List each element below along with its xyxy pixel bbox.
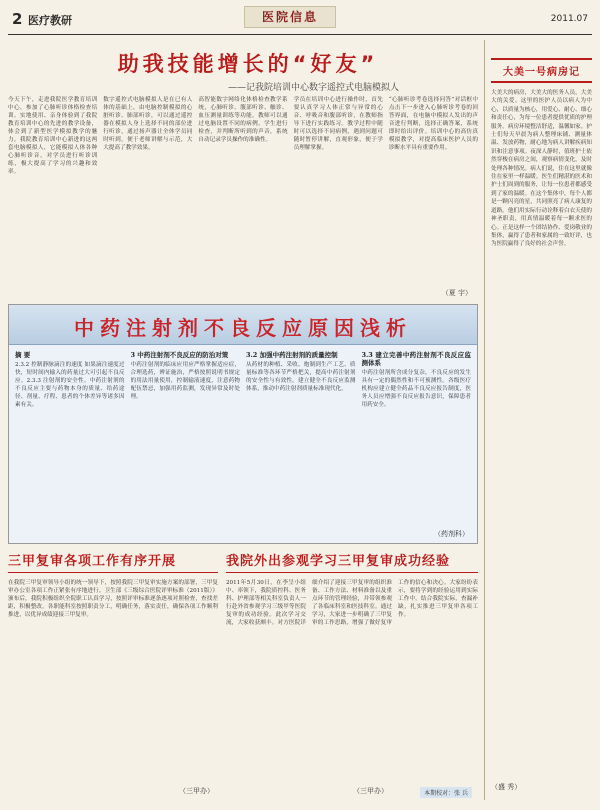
injection-article — [8, 304, 478, 544]
column-text: 中药注射剂所含成分复杂，不良反应的发生具有一定的偶然性和不可预测性。各级医疗机构应建立健全药品不良反应报告制度，医务人员应增强不良反应报告意识，保障患者用药安全。 — [361, 370, 471, 408]
article-column — [15, 351, 125, 537]
masthead-logo: 医院信息 — [244, 6, 336, 28]
sidebar-body: 大美大的病房，大美大的医务人员，大美大的关爱。这里的医护人员以病人为中心，以质量为核心，用爱心、耐心、细心和责任心，为每一位患者提供优质的护理服务。病房环境整洁舒适，温馨如家。护士们每天早晨为病人整理床铺、测量体温、发放药物，耐心地为病人讲解疾病知识和注意事项。夜深人静时，值班护士依然穿梭在病房之间，观察病情变化，及时处理各种情况。病人们说，住在这里就像住在家里一样温暖。医生们精湛的医术和护士们周到的服务，让每一位患者都感受到了家的温暖。在这个集体中，每个人都是一颗闪亮的星，共同照亮了病人康复的道路。他们用实际行动诠释着白衣天使的神圣职责，用真情温暖着每一颗求医的心。正是这样一个团结协作、爱岗敬业的集体，赢得了患者和家属的一致好评，也为医院赢得了良好的社会声誉。 — [491, 90, 592, 248]
article-column: 今天下午，走进我院医学教育培训中心，参加了心肺听诊体格检查培训。实地使用、亲身体验到了我院教育培训中心的先进的教学设备，体会到了新型医学模拟教学的魅力。我院教育培训中心新进的这两套电脑模拟人，它能模拟人体各种心肺听诊音，对学员进行听诊训练，极大提高了学习的兴趣和效率。 — [8, 97, 98, 175]
sidebar-article — [484, 40, 592, 800]
main-article — [8, 40, 478, 300]
review-progress-title: 三甲复审各项工作有序开展 — [8, 550, 218, 573]
column-heading: 3 中药注射剂不良反应的防治对策 — [130, 351, 229, 359]
injection-article-title: 中药注射剂不良反应原因浅析 — [74, 316, 412, 340]
main-article-body — [8, 96, 478, 296]
main-article-byline: （夏 宇） — [441, 289, 472, 297]
study-visit-title: 我院外出参观学习三甲复审成功经验 — [226, 550, 478, 573]
article-column — [246, 351, 356, 537]
article-column — [362, 351, 472, 537]
study-visit-byline: （三甲办） — [353, 787, 388, 795]
main-article-subtitle: ——记我院培训中心数字遥控式电脑模拟人 — [228, 83, 400, 93]
review-progress-byline: （三甲办） — [179, 787, 214, 795]
review-progress-body: 在我院三甲复审领导小组的统一领导下，按照我院三甲复审实施方案的部署，三甲复审办公室各项工作正紧张有序地进行。卫生部《三级综合医院评审标准（2011版）》颁布后，我院积极组织全院职工认真学习，按照评审标准逐条逐项对照检查，查找差距，积极整改。各职能科室按照职责分工，明确任务，落实责任，确保各项工作顺利推进，以优异成绩迎接三甲复审。 — [8, 580, 218, 618]
study-visit-body: 2011年5月30日，在李呈小组中、率领下，我院质控科、医务科、护理部等相关科室负责人一行赴外省参观学习三级甲等医院复审的成功经验。此次学习交流，大家收获颇丰。对方医院详细介绍了迎接三甲复审的组织准备、工作方法、材料准备以及重点环节的管理经验，并带领参观了各临床科室和医技科室。通过学习，大家进一步明确了三甲复审的工作思路，增强了做好复审工作的信心和决心。大家纷纷表示，要将学到的经验运用到实际工作中，结合我院实际，查漏补缺，扎实推进三甲复审各项工作。 — [226, 580, 478, 626]
article-column: 高智能数字网络化体格检查教学系统，心肺听诊、腹部听诊、触诊、血压测量训练等功能。教师可以通过电脑设置不同的病例，学生进行检查，并判断所听到的声音，系统自动记录学员操作的准确性。 — [198, 97, 288, 143]
sidebar-byline: （盛 秀） — [491, 783, 522, 791]
article-column — [131, 351, 241, 537]
editor-badge: 本期校对：张 兵 — [420, 787, 472, 798]
review-progress-article — [8, 550, 218, 800]
article-column: 数字遥控式电脑模拟人是在已有人体的基础上，由电脑控制模拟的心脏听诊、肺部听诊，可以通过遥控器在模拟人身上选择不同的部位进行听诊，通过扬声器让全体学员同时听到，便于老师讲解与示范，大大提高了教学效果。 — [103, 97, 193, 151]
column-heading: 3.3 建立完善中药注射剂不良反应监测体系 — [361, 351, 471, 367]
injection-article-source: （药剂科） — [434, 530, 469, 538]
column-heading: 摘 要 — [15, 351, 31, 359]
sidebar-title: 大美一号病房记 — [491, 58, 592, 83]
injection-banner — [9, 305, 477, 345]
page-header — [8, 6, 592, 34]
study-visit-article — [226, 550, 478, 800]
injection-article-body — [15, 351, 471, 537]
article-column: 学员在培训中心进行操作时，首先要认真学习人体正常与异常的心音、呼吸音和腹部听诊，在教师指导下进行实践练习。教学过程中随时可以选择不同病例，遇到问题可随时暂停讲解，直观形象，便于学员理解掌握。 — [293, 97, 383, 151]
section-name: 医疗教研 — [28, 14, 72, 27]
page-number: 2 — [12, 10, 23, 28]
header-divider — [8, 34, 592, 35]
column-text: 从药材的种植、采收、炮制到生产工艺、质量标准等各环节严格把关，提高中药注射剂的安全性与有效性，建立健全不良反应监测体系，推动中药注射剂质量标准现代化。 — [246, 362, 356, 392]
issue-date: 2011.07 — [550, 14, 588, 24]
main-article-title: 助我技能增长的“好友” — [117, 52, 379, 76]
column-heading: 3.2 加强中药注射剂的质量控制 — [246, 351, 338, 359]
column-text: 中药注射剂的临床应用应严格掌握适应症，合理选药，辨证施治，严格按照说明书规定的用法用量使用，控制输液速度，注意药物配伍禁忌，加强用药监测，发现异常及时处理。 — [130, 362, 240, 400]
article-column: “心肺听诊考卷选择问答”对话框中点击下一步进入心肺听诊考卷的回答界面，在电脑中模拟人发出的声音进行判断，选择正确答案，系统即时给出评价。培训中心的高仿真模拟教学，对提高临床医护人员的诊断水平具有重要作用。 — [388, 97, 479, 151]
column-text: 2.3.2 控制静脉滴注的速度 如果滴注速度过快，短时间内输入的药量过大可引起不良反应。2.3.3 注射剂的安全性。中药注射剂的不良反应主要与药物本身的质量、给药途径、剂量、疗程、患者的个体差异等诸多因素有关。 — [15, 362, 125, 408]
